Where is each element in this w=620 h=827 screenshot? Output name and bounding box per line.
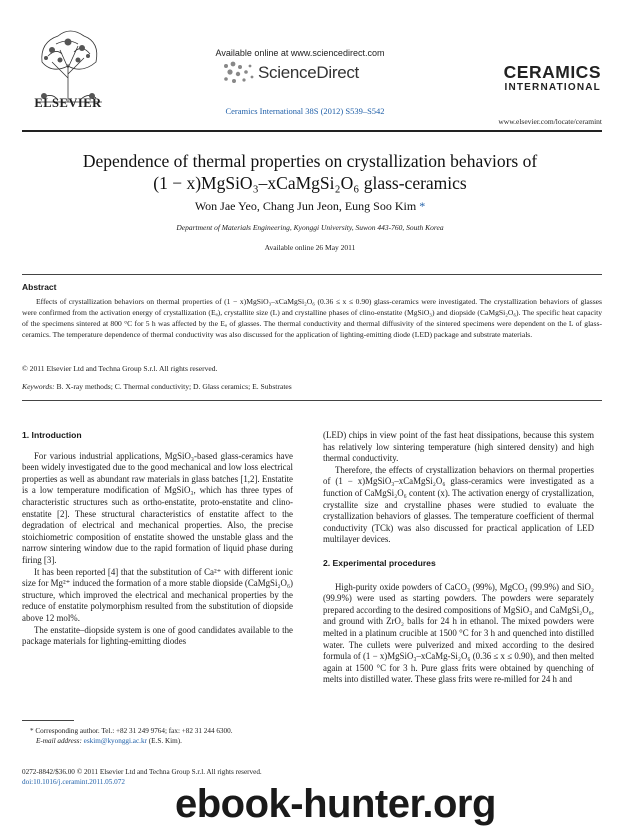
- journal-reference-link[interactable]: Ceramics International 38S (2012) S539–S542: [225, 106, 385, 116]
- left-column: [22, 430, 293, 648]
- footnote-email-suffix: (E.S. Kim).: [148, 737, 182, 745]
- journal-logo-line1: CERAMICS: [503, 62, 601, 82]
- intro-paragraph-1: For various industrial applications, MgSiO₃-based glass-ceramics have been widely investigated due to the good mechanical and low loss electrical properties as well as abundant raw materials in glass batches [1,2]. Enstatite is a low temperature modification of MgSiO₃, which has three types of characteristic structures such as ortho-enstatite, proto-enstatite and clino-enstatite [2]. These structural characteristics of enstatite affect to the degradation of electrical and mechanical properties. Also, the precise stoichiometric composition of enstatite showed the unstable glass and the narrow sintering window due to the rapid formation of liquid phase during firing [3].: [22, 450, 293, 565]
- affiliation: Department of Materials Engineering, Kyonggi University, Suwon 443-760, South Korea: [176, 223, 444, 232]
- sciencedirect-wordmark: ScienceDirect: [258, 63, 359, 82]
- authors-text: Won Jae Yeo, Chang Jun Jeon, Eung Soo Kim: [194, 199, 417, 213]
- footnote-divider: [22, 720, 74, 721]
- keywords-text: B. X-ray methods; C. Thermal conductivity; D. Glass ceramics; E. Substrates: [56, 382, 292, 391]
- available-online-text: Available online at www.sciencedirect.com: [215, 48, 385, 58]
- intro-paragraph-3: The enstatite–diopside system is one of good candidates available to the package materials for lighting-emitting diodes: [22, 624, 293, 647]
- journal-logo-line2: INTERNATIONAL: [504, 82, 601, 93]
- keywords-label: Keywords:: [22, 382, 55, 391]
- journal-website-link[interactable]: www.elsevier.com/locate/ceramint: [498, 117, 602, 126]
- available-online-date: Available online 26 May 2011: [264, 243, 356, 252]
- intro-continuation: (LED) chips in view point of the fast heat dissipations, because this system has relatively low sintering temperature (high sintered density) and high thermal conductivity.: [323, 430, 594, 464]
- author-list: [60, 199, 560, 214]
- corresponding-author-footnote: [22, 726, 293, 746]
- footnote-contact: * Corresponding author. Tel.: +82 31 249 9764; fax: +82 31 244 6300.: [30, 727, 233, 735]
- section-2-heading: 2. Experimental procedures: [323, 557, 436, 568]
- publisher-name: ELSEVIER: [34, 96, 102, 110]
- title-line-2: (1 − x)MgSiO₃–xCaMgSi₂O₆ glass-ceramics: [153, 173, 467, 193]
- abstract-body: Effects of crystallization behaviors on thermal properties of (1 − x)MgSiO₃–xCaMgSi₂O₆ (0.36 ≤ x ≤ 0.90) glass-ceramics were investigated. The crystallization behaviors of glasses were confirmed from the activation energy of crystallization (Eₐ), crystallite size (L) and crystalline phases of clino-enstatite (MgSiO₃) and diopside (CaMgSi₂O₆). The specific heat capacity of the specimens sintered at 800 °C for 5 h was affected by the Eₐ of glasses. The thermal conductivity and thermal diffusivity of the sintered specimens were dependent on the L of glass-ceramics. The temperature dependence of thermal conductivity was also discussed for the application of lighting-emitting diode (LED) package and substrate materials.: [22, 297, 602, 339]
- abstract-bottom-divider: [22, 400, 602, 401]
- abstract-heading: Abstract: [22, 282, 57, 292]
- right-column: [323, 430, 594, 686]
- footnote-email-label: E-mail address:: [36, 737, 82, 745]
- issn-copyright: 0272-8842/$36.00 © 2011 Elsevier Ltd and Techna Group S.r.l. All rights reserved.: [22, 768, 262, 776]
- abstract-top-divider: [22, 274, 602, 275]
- intro-paragraph-4: Therefore, the effects of crystallization behaviors on thermal properties of (1 − x)MgSiO₃–xCaMgSi₂O₆ glass-ceramics were investigated as a function of CaMgSi₂O₆ content (x). The activation energy of crystallization, crystallite size and crystalline phases were studied to evaluate the crystallization behaviors of glasses. The temperature coefficient of thermal conductivity (TCk) was also discussed for practical application of LED multilayer devices.: [323, 464, 594, 545]
- keywords-line: [22, 382, 602, 391]
- section-1-heading: 1. Introduction: [22, 430, 82, 440]
- abstract-copyright: © 2011 Elsevier Ltd and Techna Group S.r.l. All rights reserved.: [22, 364, 218, 373]
- watermark-text: ebook-hunter.org: [175, 782, 496, 826]
- footnote-email-link[interactable]: eskim@kyonggi.ac.kr: [83, 737, 147, 745]
- experimental-paragraph-1: High-purity oxide powders of CaCO₃ (99%), MgCO₃ (99.9%) and SiO₂ (99.9%) were used as starting powders. The powders were separately prepared according to the desired compositions of MgSiO₃ and CaMgSi₂O₆, and ground with ZrO₂ balls for 24 h in ethanol. The mixed powders were melted in a platinum crucible at 1500 °C for 3 h and quenched into distilled water. The cullets were pulverized and mixed according to the desired formula of (1 − x)MgSiO₃–xCaMg-Si₂O₆ (0.36 ≤ x ≤ 0.90), and then melted again at 1500 °C for 3 h. Pure glass frits were obtained by quenching of melts into distilled water. These glass frits were re-milled for 24 h and: [323, 581, 594, 685]
- header-divider: [22, 130, 602, 132]
- corresponding-author-mark[interactable]: *: [419, 199, 426, 213]
- doi-link[interactable]: doi:10.1016/j.ceramint.2011.05.072: [22, 777, 125, 786]
- intro-paragraph-2: It has been reported [4] that the substitution of Ca²⁺ with different ionic size for Mg²⁺ induced the formation of a more stable diopside (CaMgSi₂O₆) structure, which improved the electrical and mechanical properties by the reduce of enstatite polymorphism resulted from the substitution of diopside above 12 mol%.: [22, 566, 293, 623]
- article-title: [40, 150, 580, 194]
- title-line-1: Dependence of thermal properties on crystallization behaviors of: [82, 151, 538, 171]
